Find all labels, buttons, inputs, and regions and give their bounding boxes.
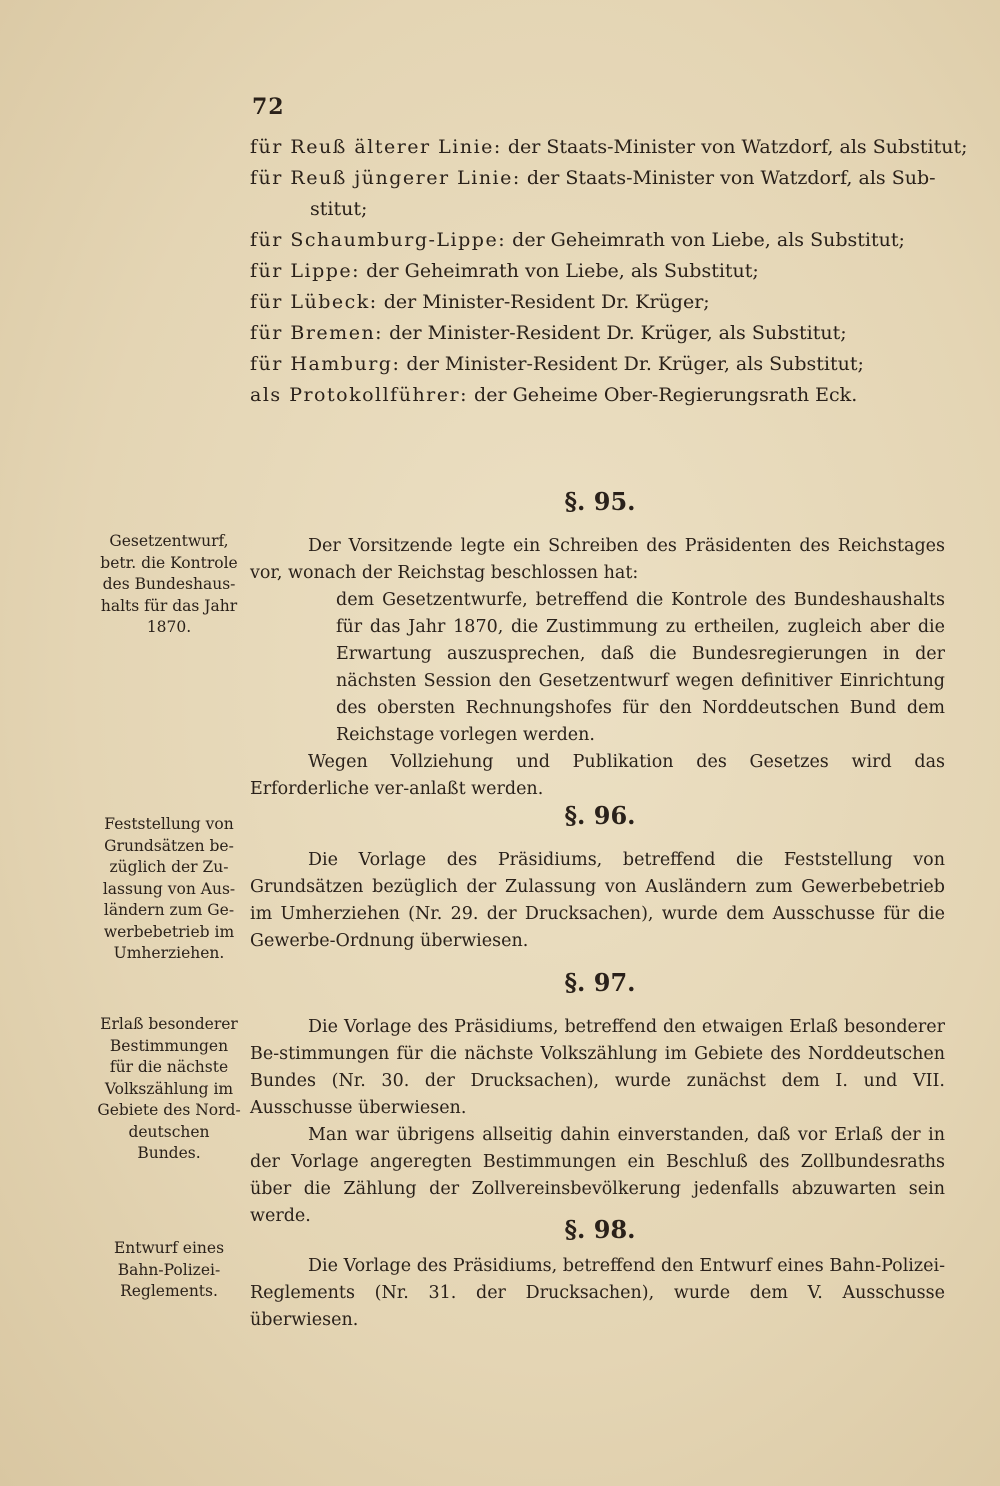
section-body-97 <box>250 1014 945 1230</box>
margin-note-97: Erlaß besonderer Bestimmungen für die nächste Volkszählung im Gebiete des Nord-deutschen Bundes. <box>97 1015 241 1162</box>
delegate-state: für Lippe: <box>250 260 361 282</box>
delegate-state: für Hamburg: <box>250 353 401 375</box>
delegate-entry <box>250 349 950 380</box>
margin-note-95: Gesetzentwurf, betr. die Kontrole des Bundeshaus-halts für das Jahr 1870. <box>100 532 238 636</box>
paragraph: Die Vorlage des Präsidiums, betreffend den etwaigen Erlaß besonderer Be-stimmungen für die nächste Volkszählung im Gebiete des Norddeutschen Bundes (Nr. 30. der Drucksachen), wurde zunächst dem I. und VII. Ausschusse überwiesen. <box>250 1017 945 1118</box>
margin-note-98: Entwurf eines Bahn-Polizei-Reglements. <box>113 1239 225 1300</box>
section-body-95 <box>250 533 945 803</box>
delegate-entry <box>250 318 950 349</box>
delegate-state: als Protokollführer: <box>250 384 468 406</box>
paragraph: Man war übrigens allseitig dahin einverstanden, daß vor Erlaß der in der Vorlage angeregten Bestimmungen ein Beschluß des Zollbundesraths über die Zählung der Zollvereinsbevölkerung jedenfalls abzuwarten sein werde. <box>250 1125 945 1226</box>
delegate-name: der Minister-Resident Dr. Krüger; <box>383 291 710 313</box>
section-heading-96: §. 96. <box>564 801 636 830</box>
section-body-96 <box>250 847 945 955</box>
paragraph: Der Vorsitzende legte ein Schreiben des Präsidenten des Reichstages vor, wonach der Reichstag beschlossen hat: <box>250 536 945 583</box>
delegate-list <box>250 132 968 411</box>
delegate-name: der Staats-Minister von Watzdorf, als Substitut; <box>507 136 968 158</box>
delegate-name: der Minister-Resident Dr. Krüger, als Substitut; <box>389 322 847 344</box>
delegate-name: der Geheime Ober-Regierungsrath Eck. <box>474 384 858 406</box>
delegate-entry <box>250 163 950 225</box>
delegate-entry <box>250 256 950 287</box>
quoted-resolution: dem Gesetzentwurfe, betreffend die Kontrole des Bundeshaushalts für das Jahr 1870, die Zustimmung zu ertheilen, zugleich aber die Erwartung auszusprechen, daß die Bundesregierungen in der nächsten Session den Gesetzentwurf wegen definitiver Einrichtung des obersten Rechnungshofes für den Norddeutschen Bund dem Reichstage vorlegen werden. <box>336 590 945 745</box>
delegate-state: für Lübeck: <box>250 291 378 313</box>
delegate-entry <box>250 287 950 318</box>
delegate-entry <box>250 380 950 411</box>
paragraph: Die Vorlage des Präsidiums, betreffend den Entwurf eines Bahn-Polizei-Reglements (Nr. 31. der Drucksachen), wurde dem V. Ausschusse überwiesen. <box>250 1256 945 1330</box>
section-heading-97: §. 97. <box>564 968 636 997</box>
margin-note-96: Feststellung von Grundsätzen be-züglich der Zu-lassung von Aus-ländern zum Ge-werbebetrieb im Umherziehen. <box>102 815 236 962</box>
delegate-name: der Geheimrath von Liebe, als Substitut; <box>512 229 905 251</box>
delegate-name: der Staats-Minister von Watzdorf, als Sub- <box>526 167 936 189</box>
page-number: 72 <box>252 94 285 120</box>
section-heading-98: §. 98. <box>564 1215 636 1244</box>
delegate-state: für Reuß älterer Linie: <box>250 136 502 158</box>
delegate-entry <box>250 132 968 163</box>
delegate-name-continuation: stitut; <box>310 198 368 220</box>
delegate-state: für Schaumburg-Lippe: <box>250 229 507 251</box>
paragraph: Wegen Vollziehung und Publikation des Gesetzes wird das Erforderliche ver-anlaßt werden. <box>250 752 945 799</box>
paragraph: Die Vorlage des Präsidiums, betreffend die Feststellung von Grundsätzen bezüglich der Zulassung von Ausländern zum Gewerbebetrieb im Umherziehen (Nr. 29. der Drucksachen), wurde dem Ausschusse für die Gewerbe-Ordnung überwiesen. <box>250 850 945 951</box>
delegate-entry <box>250 225 950 256</box>
delegate-state: für Reuß jüngerer Linie: <box>250 167 521 189</box>
delegate-state: für Bremen: <box>250 322 384 344</box>
section-body-98 <box>250 1253 945 1334</box>
section-heading-95: §. 95. <box>564 487 636 516</box>
delegate-name: der Geheimrath von Liebe, als Substitut; <box>366 260 759 282</box>
delegate-name: der Minister-Resident Dr. Krüger, als Substitut; <box>406 353 864 375</box>
